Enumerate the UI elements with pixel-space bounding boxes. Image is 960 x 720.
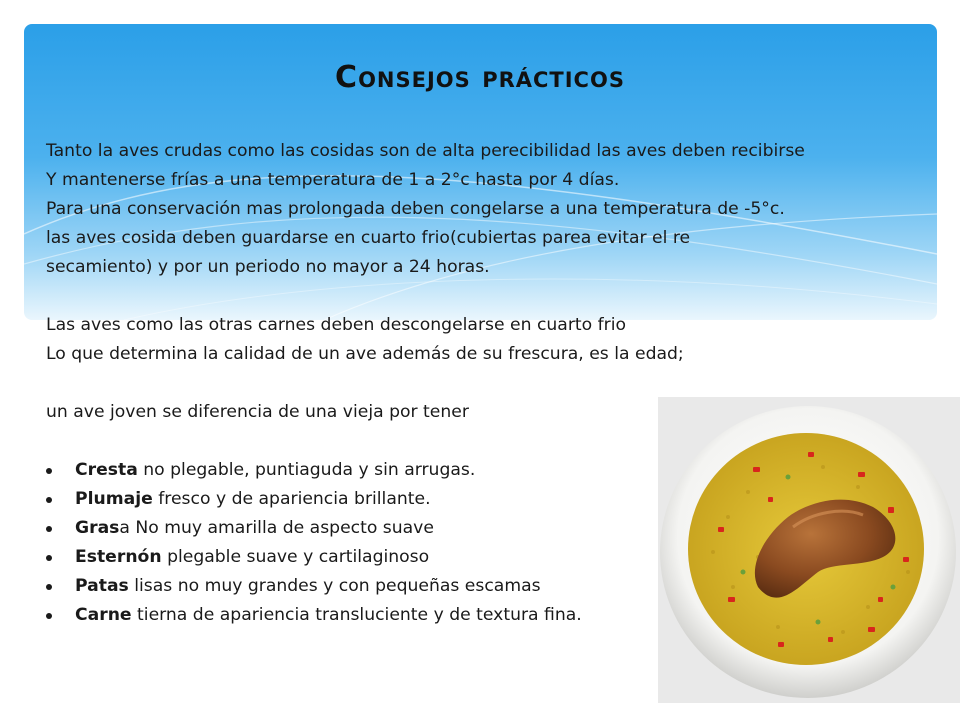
list-term: Cresta [75,460,138,480]
text-line: Y mantenerse frías a una temperatura de 1 a 2°c hasta por 4 días. [46,170,620,190]
text-line: Tanto la aves crudas como las cosidas son de alta perecibilidad las aves deben recibirse [46,141,805,161]
list-term: Plumaje [75,489,153,509]
list-description: lisas no muy grandes y con pequeñas escamas [128,576,541,596]
text-line: Lo que determina la calidad de un ave además de su frescura, es la edad; [46,344,684,364]
list-description: a No muy amarilla de aspecto suave [119,518,434,538]
text-line: secamiento) y por un periodo no mayor a 24 horas. [46,257,490,277]
slide-title: Consejos prácticos [335,60,625,95]
list-description: tierna de apariencia transluciente y de textura fina. [131,605,582,625]
list-description: no plegable, puntiaguda y sin arrugas. [137,460,476,480]
list-term: Gras [75,518,120,538]
text-line: las aves cosida deben guardarse en cuarto frio(cubiertas parea evitar el re [46,228,691,248]
list-description: fresco y de apariencia brillante. [152,489,431,509]
list-term: Esternón [75,547,162,567]
list-term: Patas [75,576,129,596]
spacer [46,369,946,398]
text-line: Para una conservación mas prolongada deben congelarse a una temperatura de -5°c. [46,199,785,219]
intro-line: un ave joven se diferencia de una vieja por tener [46,402,469,422]
list-term: Carne [75,605,132,625]
text-line: Las aves como las otras carnes deben descongelarse en cuarto frio [46,315,627,335]
spacer [46,282,946,311]
list-description: plegable suave y cartilaginoso [161,547,430,567]
chicken-rice-photo [658,397,960,703]
